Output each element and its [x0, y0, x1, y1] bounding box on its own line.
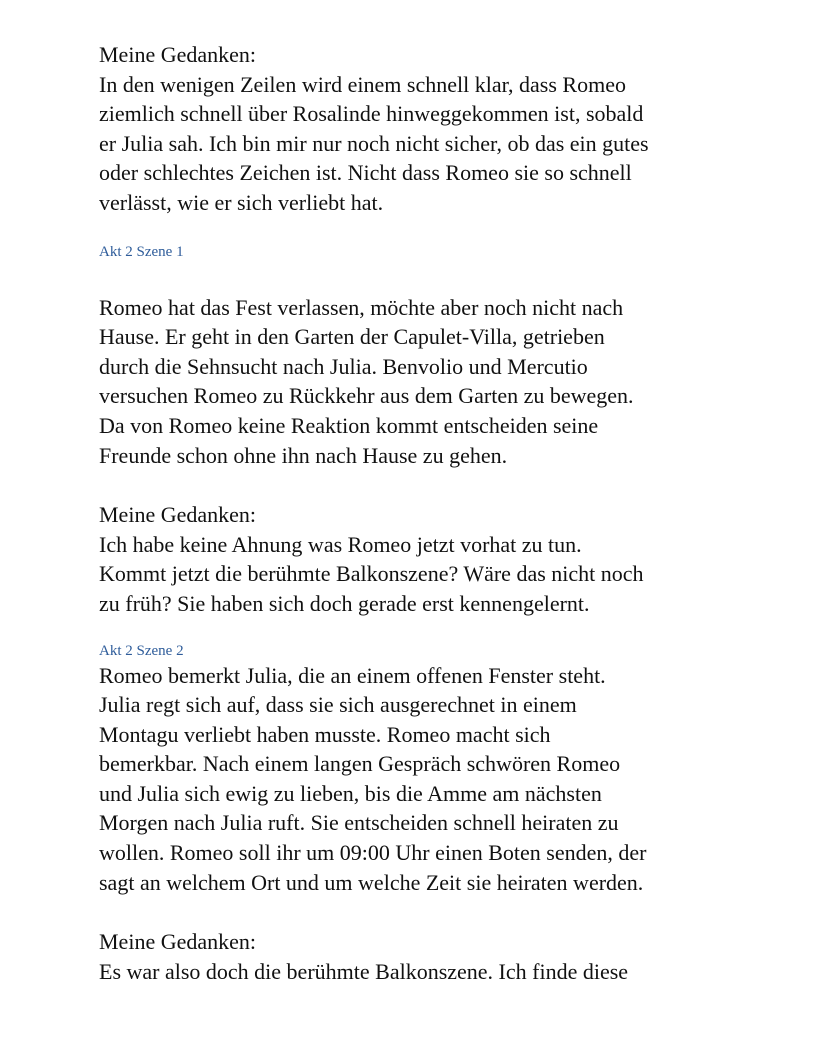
paragraph-line: Romeo hat das Fest verlassen, möchte aber noch nicht nach — [99, 294, 624, 320]
paragraph-line: In den wenigen Zeilen wird einem schnell klar, dass Romeo — [99, 71, 626, 97]
paragraph-line: Montagu verliebt haben musste. Romeo macht sich — [99, 721, 551, 747]
paragraph-line: Meine Gedanken: — [99, 929, 256, 955]
summary-paragraph-szene-1 — [99, 293, 799, 471]
document-page — [99, 40, 799, 986]
summary-paragraph-szene-2 — [99, 661, 799, 898]
paragraph-line: verlässt, wie er sich verliebt hat. — [99, 189, 384, 215]
paragraph-line: wollen. Romeo soll ihr um 09:00 Uhr einen Boten senden, der — [99, 840, 647, 866]
paragraph-line: versuchen Romeo zu Rückkehr aus dem Garten zu bewegen. — [99, 383, 634, 409]
paragraph-line: Hause. Er geht in den Garten der Capulet-Villa, getrieben — [99, 324, 605, 350]
paragraph-line: Meine Gedanken: — [99, 42, 256, 67]
paragraph-line: Ich habe keine Ahnung was Romeo jetzt vorhat zu tun. — [99, 531, 582, 557]
paragraph-line: bemerkbar. Nach einem langen Gespräch schwören Romeo — [99, 751, 621, 777]
thoughts-paragraph-3 — [99, 927, 799, 986]
paragraph-line: Julia regt sich auf, dass sie sich ausgerechnet in einem — [99, 692, 577, 718]
paragraph-line: Da von Romeo keine Reaktion kommt entscheiden seine — [99, 412, 599, 438]
paragraph-line: Morgen nach Julia ruft. Sie entscheiden schnell heiraten zu — [99, 810, 619, 836]
paragraph-line: Kommt jetzt die berühmte Balkonszene? Wäre das nicht noch — [99, 561, 644, 587]
paragraph-line: Freunde schon ohne ihn nach Hause zu gehen. — [99, 442, 508, 468]
paragraph-line: oder schlechtes Zeichen ist. Nicht dass Romeo sie so schnell — [99, 160, 632, 186]
paragraph-line: zu früh? Sie haben sich doch gerade erst kennengelernt. — [99, 590, 590, 616]
thoughts-paragraph-2 — [99, 500, 799, 618]
paragraph-line: ziemlich schnell über Rosalinde hinweggekommen ist, sobald — [99, 101, 644, 127]
section-heading-akt-2-szene-2: Akt 2 Szene 2 — [99, 642, 184, 659]
thoughts-paragraph-1 — [99, 40, 799, 218]
paragraph-line: sagt an welchem Ort und um welche Zeit sie heiraten werden. — [99, 869, 644, 895]
paragraph-line: durch die Sehnsucht nach Julia. Benvolio und Mercutio — [99, 353, 588, 379]
paragraph-line: Meine Gedanken: — [99, 502, 256, 528]
paragraph-line: und Julia sich ewig zu lieben, bis die Amme am nächsten — [99, 780, 602, 806]
paragraph-line: Romeo bemerkt Julia, die an einem offenen Fenster steht. — [99, 662, 606, 688]
paragraph-line: Es war also doch die berühmte Balkonszene. Ich finde diese — [99, 958, 629, 984]
section-heading-akt-2-szene-1: Akt 2 Szene 1 — [99, 243, 184, 260]
paragraph-line: er Julia sah. Ich bin mir nur noch nicht sicher, ob das ein gutes — [99, 130, 649, 156]
